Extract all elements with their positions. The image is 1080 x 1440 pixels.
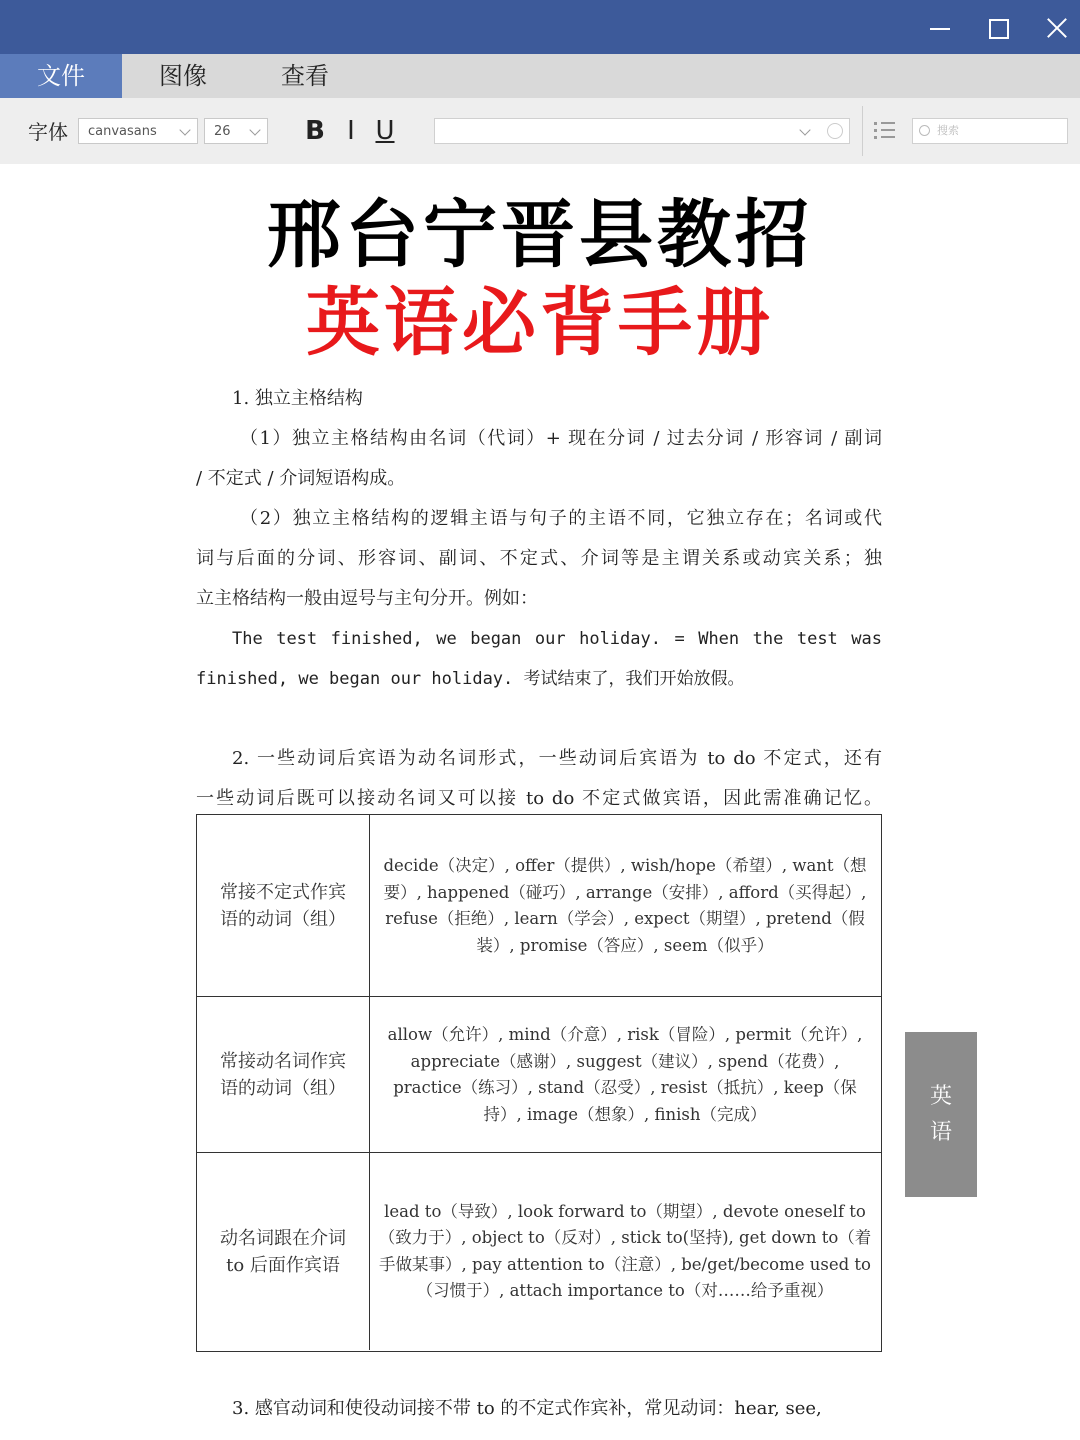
menu-image[interactable]: 图像 <box>159 62 207 90</box>
section-2-heading: 2. 一些动词后宾语为动名词形式，一些动词后宾语为 to do 不定式，还有 <box>232 748 882 769</box>
window-title-bar <box>0 0 1080 54</box>
font-family-select[interactable] <box>78 118 198 144</box>
row-label: 常接不定式作宾语的动词（组） <box>220 882 346 930</box>
chevron-down-icon <box>179 124 190 135</box>
row-label: 常接动名词作宾语的动词（组） <box>220 1051 346 1099</box>
chevron-down-icon <box>799 124 810 135</box>
search-icon <box>919 125 930 136</box>
paragraph-line: 立主格结构一般由逗号与主句分开。例如： <box>196 588 538 609</box>
example-line: The test finished, we began our holiday. = When the test was <box>232 629 882 649</box>
menu-view[interactable]: 查看 <box>281 62 329 90</box>
paragraph-line: （2）独立主格结构的逻辑主语与句子的主语不同，它独立存在；名词或代 <box>240 508 882 529</box>
doc-subtitle: 英语必背手册 <box>306 280 774 366</box>
search-input[interactable] <box>912 118 1068 144</box>
search-placeholder: 搜索 <box>937 124 959 137</box>
table-row <box>197 815 881 997</box>
underline-button[interactable]: U <box>375 116 395 146</box>
numbered-list-icon[interactable] <box>874 120 896 142</box>
table-cell-content <box>369 815 881 997</box>
toolbar <box>0 98 1080 164</box>
font-size-value: 26 <box>214 124 231 139</box>
bold-button[interactable]: B <box>305 116 325 146</box>
menu-file[interactable]: 文件 <box>0 54 122 98</box>
side-tab-char: 英 <box>929 1083 952 1109</box>
table-cell-label <box>197 1153 370 1350</box>
row-label: 动名词跟在介词 to 后面作宾语 <box>220 1227 346 1276</box>
section-3-heading: 3. 感官动词和使役动词接不带 to 的不定式作宾补，常见动词：hear, see, <box>232 1398 822 1419</box>
side-tab-english[interactable] <box>905 1032 977 1197</box>
chevron-down-icon <box>249 124 260 135</box>
refresh-icon[interactable] <box>827 123 843 139</box>
table-cell-content <box>369 997 881 1153</box>
paragraph-line: 一些动词后既可以接动名词又可以接 to do 不定式做宾语，因此需准确记忆。 <box>196 788 882 809</box>
table-row <box>197 1152 881 1350</box>
maximize-icon[interactable] <box>978 8 1018 48</box>
font-family-value: canvasans <box>88 124 157 139</box>
table-row <box>197 996 881 1153</box>
section-1-heading: 1. 独立主格结构 <box>232 388 363 409</box>
doc-title: 邢台宁晋县教招 <box>267 192 813 278</box>
table-cell-content <box>369 1153 881 1350</box>
italic-button[interactable]: I <box>347 116 355 146</box>
example-line: finished, we began our holiday. 考试结束了，我们开始放假。 <box>196 669 745 689</box>
row-content: allow（允许）, mind（介意）, risk（冒险）, permit（允许）, appreciate（感谢）, suggest（建议）, spend（花费）, practice（练习）, stand（忍受）, resist（抵抗）, keep（保持）, image（想象）, finish（完成） <box>387 1025 863 1124</box>
row-content: lead to（导致）, look forward to（期望）, devote oneself to（致力于）, object to（反对）, stick to(坚持), get down to（着手做某事）, pay attention to（注意）, be/get/become used to（习惯于）, attach importance to（对……给予重视） <box>378 1201 872 1300</box>
row-content: decide（决定）, offer（提供）, wish/hope（希望）, want（想要）, happened（碰巧）, arrange（安排）, afford（买得起）, refuse（拒绝）, learn（学会）, expect（期望）, pretend（假装）, promise（答应）, seem（似乎） <box>383 856 867 955</box>
close-icon[interactable] <box>1036 8 1076 48</box>
paragraph-line: / 不定式 / 介词短语构成。 <box>196 468 406 489</box>
menu-bar <box>0 54 1080 98</box>
font-label: 字体 <box>28 120 68 144</box>
verb-table <box>196 814 882 1352</box>
table-cell-label <box>197 815 370 997</box>
font-size-select[interactable] <box>204 118 268 144</box>
paragraph-line: 词与后面的分词、形容词、副词、不定式、介词等是主谓关系或动宾关系；独 <box>196 548 882 569</box>
table-cell-label <box>197 997 370 1153</box>
minimize-icon[interactable] <box>920 8 960 48</box>
toolbar-divider <box>862 106 863 156</box>
paragraph-line: （1）独立主格结构由名词（代词）+ 现在分词 / 过去分词 / 形容词 / 副词 <box>240 428 882 449</box>
style-select[interactable] <box>434 118 850 144</box>
side-tab-char: 语 <box>929 1119 952 1145</box>
